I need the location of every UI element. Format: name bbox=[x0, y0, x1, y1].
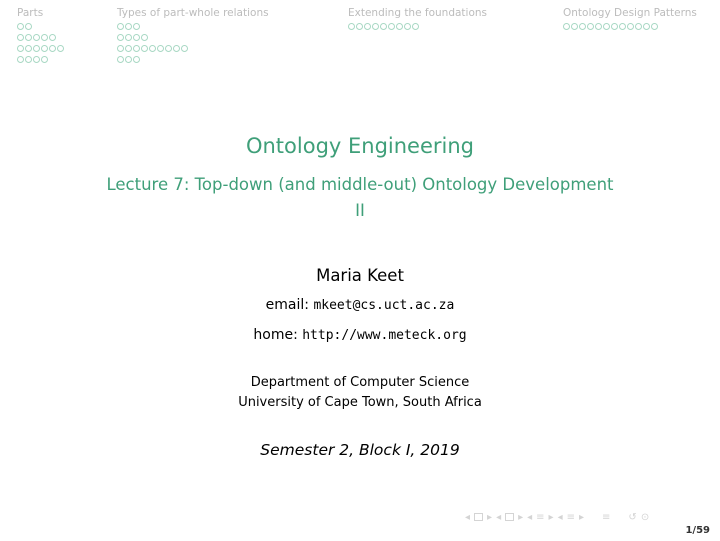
semester-date: Semester 2, Block I, 2019 bbox=[260, 441, 460, 459]
nav-section-title[interactable]: Parts bbox=[17, 7, 44, 19]
frame-dot-icon[interactable] bbox=[372, 23, 379, 30]
nav-arrow-right-icon[interactable]: ▸ bbox=[548, 511, 554, 523]
frame-dot-icon[interactable] bbox=[117, 34, 124, 41]
frame-dot-icon[interactable] bbox=[49, 34, 56, 41]
frame-dot-icon[interactable] bbox=[41, 45, 48, 52]
subsection-dot-row bbox=[17, 43, 64, 54]
frame-dot-icon[interactable] bbox=[149, 45, 156, 52]
frame-dot-icon[interactable] bbox=[603, 23, 610, 30]
frame-dot-icon[interactable] bbox=[165, 45, 172, 52]
frame-dot-icon[interactable] bbox=[117, 56, 124, 63]
section-icon[interactable]: ≡ bbox=[536, 511, 545, 523]
frame-dot-icon[interactable] bbox=[571, 23, 578, 30]
frame-dot-icon[interactable] bbox=[57, 45, 64, 52]
frame-dot-icon[interactable] bbox=[33, 56, 40, 63]
subsection-dots bbox=[117, 21, 188, 65]
frame-dot-icon[interactable] bbox=[404, 23, 411, 30]
subtitle-line-1: Lecture 7: Top-down (and middle-out) Ontology Development bbox=[106, 175, 614, 194]
frame-dot-icon[interactable] bbox=[356, 23, 363, 30]
frame-dot-icon[interactable] bbox=[563, 23, 570, 30]
subsection-dot-row bbox=[117, 32, 188, 43]
frame-dot-icon[interactable] bbox=[619, 23, 626, 30]
frame-dot-icon[interactable] bbox=[627, 23, 634, 30]
nav-arrow-left-icon[interactable]: ◂ bbox=[527, 511, 533, 523]
subsection-dots bbox=[17, 21, 64, 65]
subsection-dot-row bbox=[117, 54, 188, 65]
frame-dot-icon[interactable] bbox=[25, 23, 32, 30]
frame-dot-icon[interactable] bbox=[117, 23, 124, 30]
section-navigation-bar bbox=[0, 0, 720, 66]
frame-dot-icon[interactable] bbox=[33, 45, 40, 52]
frame-dot-icon[interactable] bbox=[49, 45, 56, 52]
subsection-icon[interactable] bbox=[505, 513, 514, 521]
frame-dot-icon[interactable] bbox=[125, 45, 132, 52]
university: University of Cape Town, South Africa bbox=[238, 395, 482, 410]
lecture-subtitle bbox=[0, 172, 720, 224]
home-label: home: bbox=[253, 327, 298, 343]
appendix-icon[interactable]: ≡ bbox=[602, 511, 611, 523]
frame-dot-icon[interactable] bbox=[25, 34, 32, 41]
frame-dot-icon[interactable] bbox=[117, 45, 124, 52]
search-zoom-icon[interactable]: ⊙ bbox=[640, 511, 650, 523]
nav-section-title[interactable]: Types of part-whole relations bbox=[117, 7, 269, 19]
author-name: Maria Keet bbox=[316, 266, 404, 285]
nav-section-title[interactable]: Ontology Design Patterns bbox=[563, 7, 697, 19]
frame-dot-icon[interactable] bbox=[125, 34, 132, 41]
frame-dot-icon[interactable] bbox=[25, 56, 32, 63]
frame-dot-icon[interactable] bbox=[579, 23, 586, 30]
frame-dot-icon[interactable] bbox=[412, 23, 419, 30]
subsection-dot-row bbox=[563, 21, 658, 32]
home-url-link[interactable]: http://www.meteck.org bbox=[302, 328, 467, 343]
frame-dot-icon[interactable] bbox=[643, 23, 650, 30]
frame-dot-icon[interactable] bbox=[25, 45, 32, 52]
frame-dot-icon[interactable] bbox=[141, 34, 148, 41]
document-icon[interactable]: ≡ bbox=[566, 511, 575, 523]
frame-dot-icon[interactable] bbox=[41, 56, 48, 63]
frame-dot-icon[interactable] bbox=[157, 45, 164, 52]
email-label: email: bbox=[265, 297, 309, 313]
nav-section-title[interactable]: Extending the foundations bbox=[348, 7, 488, 19]
frame-dot-icon[interactable] bbox=[388, 23, 395, 30]
frame-dot-icon[interactable] bbox=[41, 34, 48, 41]
subsection-dot-row bbox=[117, 21, 188, 32]
search-icon[interactable]: ↺ bbox=[628, 511, 637, 523]
subsection-dot-row bbox=[17, 54, 64, 65]
page-number: 1/59 bbox=[685, 525, 710, 536]
email-address[interactable]: mkeet@cs.uct.ac.za bbox=[313, 298, 455, 313]
subtitle-line-2: II bbox=[355, 201, 365, 220]
frame-dot-icon[interactable] bbox=[133, 56, 140, 63]
frame-dot-icon[interactable] bbox=[17, 56, 24, 63]
frame-dot-icon[interactable] bbox=[651, 23, 658, 30]
frame-dot-icon[interactable] bbox=[611, 23, 618, 30]
affiliation bbox=[0, 373, 720, 413]
nav-arrow-left-icon[interactable]: ◂ bbox=[496, 511, 502, 523]
department: Department of Computer Science bbox=[250, 375, 470, 390]
frame-icon[interactable] bbox=[474, 513, 483, 521]
frame-dot-icon[interactable] bbox=[17, 23, 24, 30]
frame-dot-icon[interactable] bbox=[33, 34, 40, 41]
frame-dot-icon[interactable] bbox=[380, 23, 387, 30]
presentation-title: Ontology Engineering bbox=[245, 134, 475, 158]
subsection-dot-row bbox=[17, 21, 64, 32]
frame-dot-icon[interactable] bbox=[364, 23, 371, 30]
frame-dot-icon[interactable] bbox=[173, 45, 180, 52]
email-line bbox=[0, 297, 720, 313]
subsection-dot-row bbox=[348, 21, 419, 32]
frame-dot-icon[interactable] bbox=[396, 23, 403, 30]
frame-dot-icon[interactable] bbox=[348, 23, 355, 30]
frame-dot-icon[interactable] bbox=[635, 23, 642, 30]
nav-arrow-right-icon[interactable]: ▸ bbox=[579, 511, 585, 523]
frame-dot-icon[interactable] bbox=[17, 45, 24, 52]
frame-dot-icon[interactable] bbox=[595, 23, 602, 30]
nav-arrow-right-icon[interactable]: ▸ bbox=[487, 511, 493, 523]
nav-arrow-right-icon[interactable]: ▸ bbox=[518, 511, 524, 523]
frame-dot-icon[interactable] bbox=[587, 23, 594, 30]
home-line bbox=[0, 327, 720, 343]
frame-dot-icon[interactable] bbox=[125, 23, 132, 30]
subsection-dots bbox=[348, 21, 419, 32]
frame-dot-icon[interactable] bbox=[133, 34, 140, 41]
frame-dot-icon[interactable] bbox=[133, 23, 140, 30]
beamer-navigation-symbols bbox=[465, 509, 653, 525]
frame-dot-icon[interactable] bbox=[141, 45, 148, 52]
subsection-dot-row bbox=[17, 32, 64, 43]
nav-arrow-left-icon[interactable]: ◂ bbox=[557, 511, 563, 523]
subsection-dot-row bbox=[117, 43, 188, 54]
frame-dot-icon[interactable] bbox=[17, 34, 24, 41]
frame-dot-icon[interactable] bbox=[133, 45, 140, 52]
frame-dot-icon[interactable] bbox=[181, 45, 188, 52]
nav-arrow-left-icon[interactable]: ◂ bbox=[465, 511, 471, 523]
frame-dot-icon[interactable] bbox=[125, 56, 132, 63]
subsection-dots bbox=[563, 21, 658, 32]
